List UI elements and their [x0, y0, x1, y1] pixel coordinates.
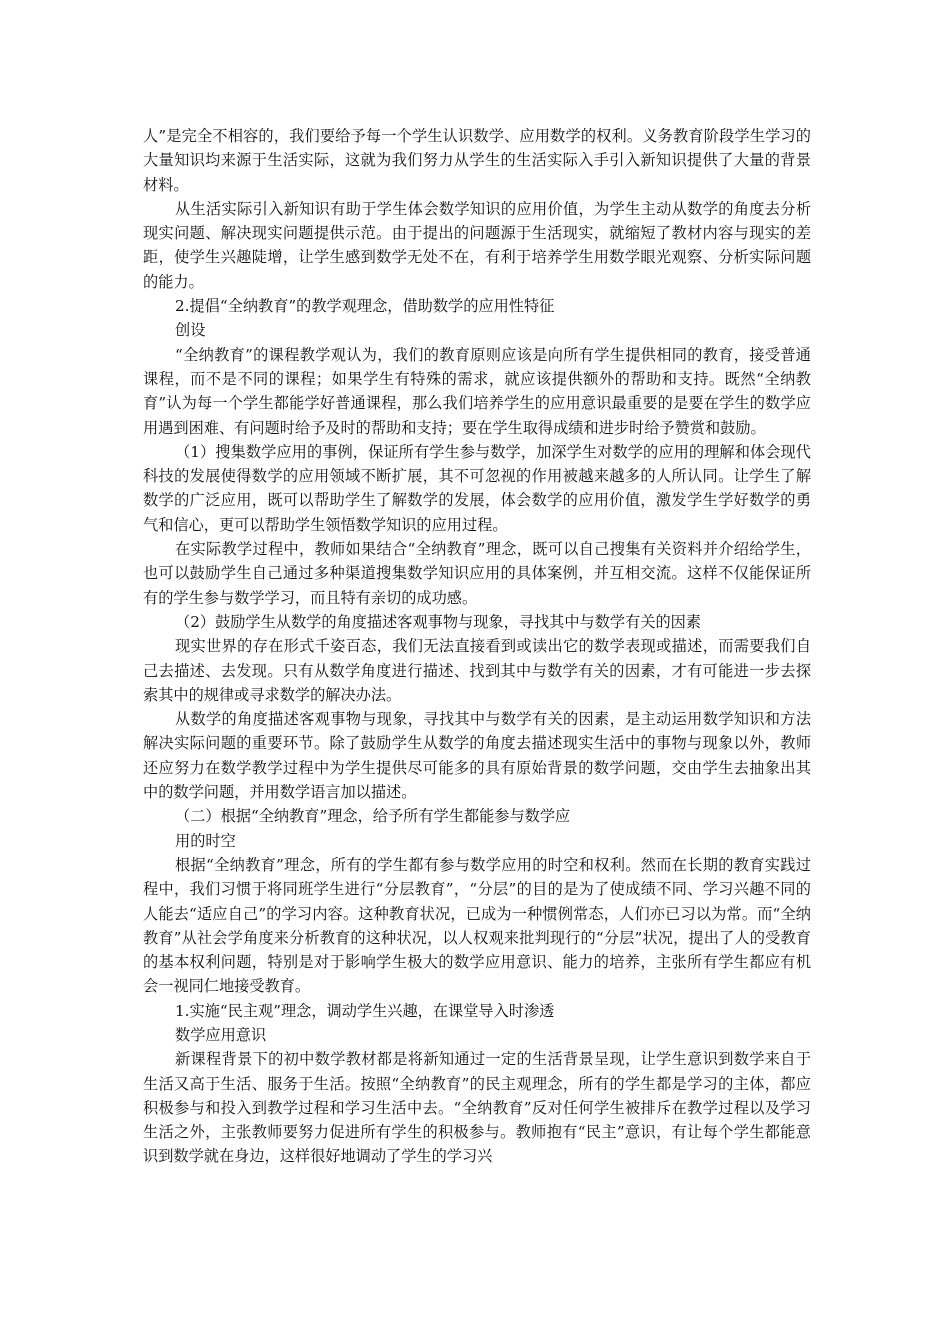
paragraph-5: 在实际教学过程中，教师如果结合“全纳教育”理念，既可以自己搜集有关资料并介绍给学生，也可以鼓励学生自己通过多种渠道搜集数学知识应用的具体案例，并互相交流。这样不仅能保证所有的学生参与数学学习，而且特有亲切的成功感。 [143, 540, 811, 607]
subsection-heading-1-line-1: 1.实施“民主观”理念，调动学生兴趣，在课堂导入时渗透 [175, 1001, 555, 1020]
subheading-2: （2）鼓励学生从数学的角度描述客观事物与现象，寻找其中与数学有关的因素 [175, 612, 702, 631]
paragraph-7: 从数学的角度描述客观事物与现象，寻找其中与数学有关的因素，是主动运用数学知识和方法解决实际问题的重要环节。除了鼓励学生从数学的角度去描述现实生活中的事物与现象以外，教师还应努力在数学教学过程中为学生提供尽可能多的具有原始背景的数学问题，交由学生去抽象出其中的数学问题，并用数学语言加以描述。 [143, 710, 811, 802]
body-text [143, 124, 811, 1169]
paragraph-1: 人”是完全不相容的，我们要给予每一个学生认识数学、应用数学的权利。义务教育阶段学生学习的大量知识均来源于生活实际，这就为我们努力从学生的生活实际入手引入新知识提供了大量的背景材料。 [143, 127, 811, 194]
section-heading-two-line-1: （二）根据“全纳教育”理念，给予所有学生都能参与数学应 [175, 807, 571, 826]
paragraph-3: “全纳教育”的课程教学观认为，我们的教育原则应该是向所有学生提供相同的教育，接受普通课程，而不是不同的课程；如果学生有特殊的需求，就应该提供额外的帮助和支持。既然“全纳教育”认为每一个学生都能学好普通课程，那么我们培养学生的应用意识最重要的是要在学生的数学应用遇到困难、有问题时给予及时的帮助和支持；要在学生取得成绩和进步时给予赞赏和鼓励。 [143, 345, 811, 437]
paragraph-4: （1）搜集数学应用的事例，保证所有学生参与数学，加深学生对数学的应用的理解和体会现代科技的发展使得数学的应用领域不断扩展，其不可忽视的作用被越来越多的人所认同。让学生了解数学的广泛应用，既可以帮助学生了解数学的发展，体会数学的应用价值，激发学生学好数学的勇气和信心，更可以帮助学生领悟数学知识的应用过程。 [143, 442, 811, 534]
section-heading-two-line-2: 用的时空 [175, 831, 236, 850]
paragraph-6: 现实世界的存在形式千姿百态，我们无法直接看到或读出它的数学表现或描述，而需要我们自己去描述、去发现。只有从数学角度进行描述、找到其中与数学有关的因素，才有可能进一步去探索其中的规律或寻求数学的解决办法。 [143, 637, 811, 704]
paragraph-9: 新课程背景下的初中数学教材都是将新知通过一定的生活背景呈现，让学生意识到数学来自于生活又高于生活、服务于生活。按照“全纳教育”的民主观理念，所有的学生都是学习的主体，都应积极参与和投入到教学过程和学习生活中去。“全纳教育”反对任何学生被排斥在教学过程以及学习生活之外，主张教师要努力促进所有学生的积极参与。教师抱有“民主”意识，有让每个学生都能意识到数学就在身边，这样很好地调动了学生的学习兴 [143, 1050, 811, 1166]
paragraph-8: 根据“全纳教育”理念，所有的学生都有参与数学应用的时空和权利。然而在长期的教育实践过程中，我们习惯于将同班学生进行“分层教育”，“分层”的目的是为了使成绩不同、学习兴趣不同的人能去“适应自己”的学习内容。这种教育状况，已成为一种惯例常态，人们亦已习以为常。而“全纳教育”从社会学角度来分析教育的这种状况，以人权观来批判现行的“分层”状况，提出了人的受教育的基本权利问题，特别是对于影响学生极大的数学应用意识、能力的培养，主张所有学生都应有机会一视同仁地接受教育。 [143, 855, 811, 996]
subsection-heading-1-line-2: 数学应用意识 [175, 1025, 267, 1044]
section-heading-2-line-1: 2.提倡“全纳教育”的教学观理念，借助数学的应用性特征 [175, 297, 555, 316]
section-heading-2-line-2: 创设 [175, 321, 206, 340]
paragraph-2: 从生活实际引入新知识有助于学生体会数学知识的应用价值，为学生主动从数学的角度去分析现实问题、解决现实问题提供示范。由于提出的问题源于生活现实，就缩短了教材内容与现实的差距，使学生兴趣陡增，让学生感到数学无处不在，有利于培养学生用数学眼光观察、分析实际问题的能力。 [143, 199, 811, 291]
